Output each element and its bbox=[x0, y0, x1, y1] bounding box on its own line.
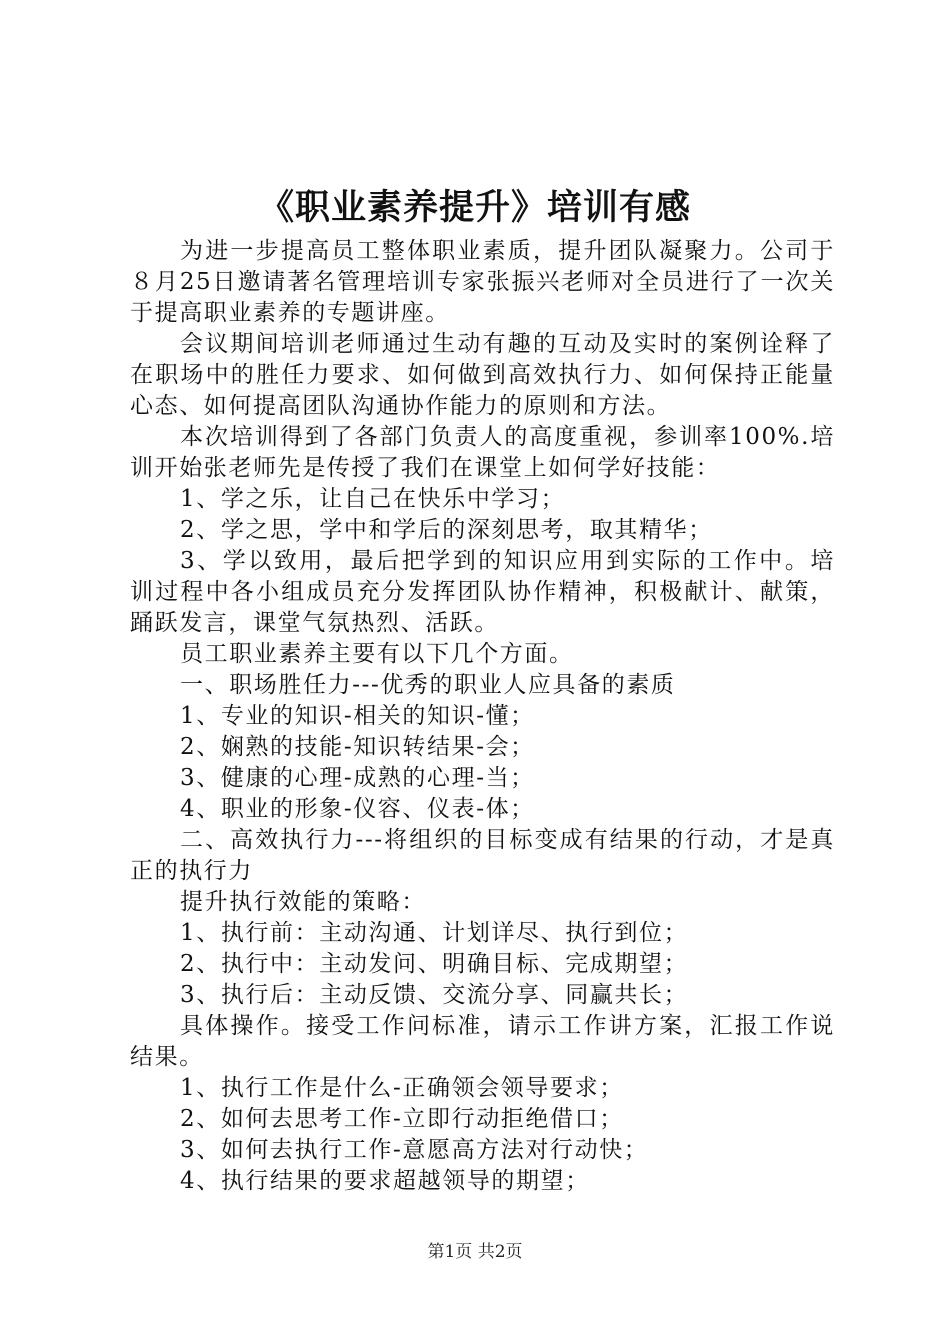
list-item: 3、如何去执行工作-意愿高方法对行动快； bbox=[180, 1137, 649, 1163]
paragraph: 具体操作。接受工作问标准，请示工作讲方案，汇报工作说结果。 bbox=[130, 1013, 835, 1070]
paragraph: 员工职业素养主要有以下几个方面。 bbox=[180, 641, 574, 667]
list-item: 4、职业的形象-仪容、仪表-体； bbox=[180, 796, 535, 822]
section-heading: 二、高效执行力---将组织的目标变成有结果的行动，才是真正的执行力 bbox=[130, 827, 835, 884]
list-item: 1、专业的知识-相关的知识-懂； bbox=[180, 703, 535, 729]
list-item: 2、如何去思考工作-立即行动拒绝借口； bbox=[180, 1106, 624, 1132]
list-item: 4、执行结果的要求超越领导的期望； bbox=[180, 1168, 590, 1194]
paragraph: 提升执行效能的策略： bbox=[180, 889, 426, 915]
document-body bbox=[130, 236, 835, 1197]
list-item: 3、学以致用，最后把学到的知识应用到实际的工作中。培训过程中各小组成员充分发挥团队协作精神，积极献计、献策，踊跃发言，课堂气氛热烈、活跃。 bbox=[130, 548, 835, 636]
list-item: 1、执行工作是什么-正确领会领导要求； bbox=[180, 1075, 624, 1101]
list-item: 1、执行前：主动沟通、计划详尽、执行到位； bbox=[180, 920, 689, 946]
paragraph: 会议期间培训老师通过生动有趣的互动及实时的案例诠释了在职场中的胜任力要求、如何做到高效执行力、如何保持正能量心态、如何提高团队沟通协作能力的原则和方法。 bbox=[130, 331, 835, 419]
list-item: 2、娴熟的技能-知识转结果-会； bbox=[180, 734, 535, 760]
paragraph: 本次培训得到了各部门负责人的高度重视，参训率100%.培训开始张老师先是传授了我们在课堂上如何学好技能： bbox=[130, 424, 835, 481]
list-item: 2、学之思，学中和学后的深刻思考，取其精华； bbox=[180, 517, 713, 543]
section-heading: 一、职场胜任力---优秀的职业人应具备的素质 bbox=[180, 672, 676, 698]
list-item: 2、执行中：主动发问、明确目标、完成期望； bbox=[180, 951, 689, 977]
document-title: 《职业素养提升》培训有感 bbox=[258, 188, 691, 228]
list-item: 3、执行后：主动反馈、交流分享、同赢共长； bbox=[180, 982, 689, 1008]
page-number: 第1页 共2页 bbox=[427, 1242, 523, 1262]
paragraph: 为进一步提高员工整体职业素质，提升团队凝聚力。公司于８月25日邀请著名管理培训专家张振兴老师对全员进行了一次关于提高职业素养的专题讲座。 bbox=[130, 238, 835, 326]
list-item: 1、学之乐，让自己在快乐中学习； bbox=[180, 486, 566, 512]
list-item: 3、健康的心理-成熟的心理-当； bbox=[180, 765, 535, 791]
